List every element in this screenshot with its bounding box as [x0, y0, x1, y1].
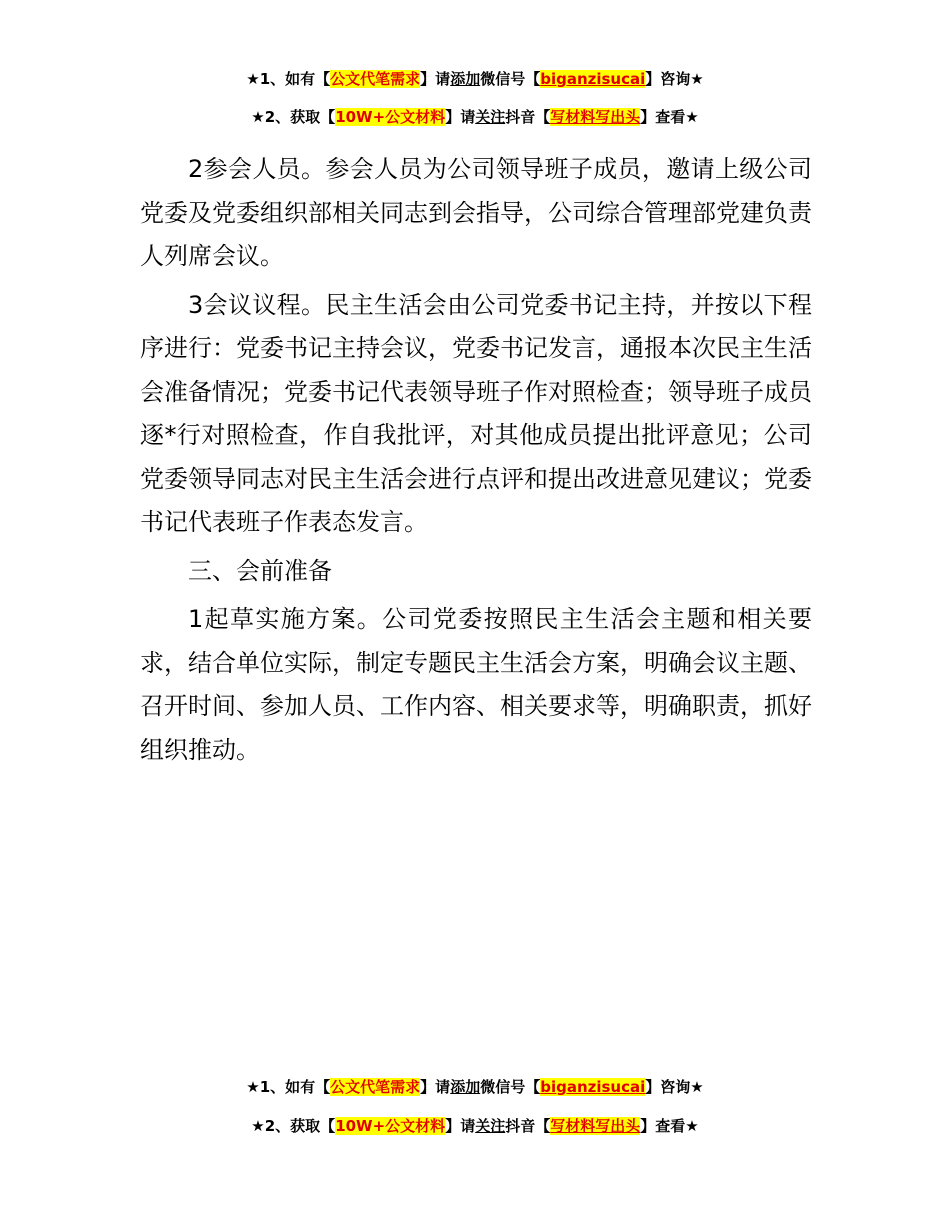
- promo-text: 】查看★: [640, 1117, 699, 1135]
- promo-text: ★1、如有【: [246, 1078, 331, 1096]
- document-body: [140, 148, 812, 772]
- promo-text: 】请: [420, 70, 451, 88]
- promo-footer-line-2: [0, 1115, 950, 1137]
- promo-text: 微信号【: [480, 1078, 541, 1096]
- promo-text: 】请: [445, 108, 476, 126]
- promo-emphasis: 关注: [475, 1117, 506, 1135]
- promo-text: 微信号【: [480, 70, 541, 88]
- promo-highlight: 公文代笔需求: [330, 70, 421, 88]
- promo-text: 】查看★: [640, 108, 699, 126]
- promo-text: 】咨询★: [645, 70, 704, 88]
- promo-emphasis: 添加: [450, 70, 481, 88]
- promo-text: 】请: [445, 1117, 476, 1135]
- promo-emphasis: 关注: [475, 108, 506, 126]
- promo-text: 抖音【: [505, 1117, 551, 1135]
- promo-text: 】咨询★: [645, 1078, 704, 1096]
- promo-emphasis: 添加: [450, 1078, 481, 1096]
- promo-highlight: 公文代笔需求: [330, 1078, 421, 1096]
- paragraph-agenda: 3会议议程。民主生活会由公司党委书记主持，并按以下程序进行：党委书记主持会议，党委书记发言，通报本次民主生活会准备情况；党委书记代表领导班子作对照检查；领导班子成员逐*行对照检查，作自我批评，对其他成员提出批评意见；公司党委领导同志对民主生活会进行点评和提出改进意见建议；党委书记代表班子作表态发言。: [140, 290, 812, 536]
- promo-text: 】请: [420, 1078, 451, 1096]
- promo-highlight: biganzisucai: [540, 70, 646, 88]
- promo-text: ★1、如有【: [246, 70, 331, 88]
- promo-highlight: 写材料写出头: [550, 1117, 641, 1135]
- promo-highlight: 写材料写出头: [550, 108, 641, 126]
- paragraph-attendees: 2参会人员。参会人员为公司领导班子成员，邀请上级公司党委及党委组织部相关同志到会指导，公司综合管理部党建负责人列席会议。: [140, 155, 812, 270]
- promo-highlight: 10W+公文材料: [335, 108, 446, 126]
- promo-text: 抖音【: [505, 108, 551, 126]
- promo-highlight: biganzisucai: [540, 1078, 646, 1096]
- promo-footer-line-1: [0, 1076, 950, 1098]
- promo-text: ★2、获取【: [251, 108, 336, 126]
- section-heading-preparation: 三、会前准备: [188, 556, 332, 585]
- promo-text: ★2、获取【: [251, 1117, 336, 1135]
- promo-highlight: 10W+公文材料: [335, 1117, 446, 1135]
- promo-header-line-2: [0, 106, 950, 128]
- promo-header-line-1: [0, 68, 950, 90]
- paragraph-plan-drafting: 1起草实施方案。公司党委按照民主生活会主题和相关要求，结合单位实际，制定专题民主生活会方案，明确会议主题、召开时间、参加人员、工作内容、相关要求等，明确职责，抓好组织推动。: [140, 605, 812, 764]
